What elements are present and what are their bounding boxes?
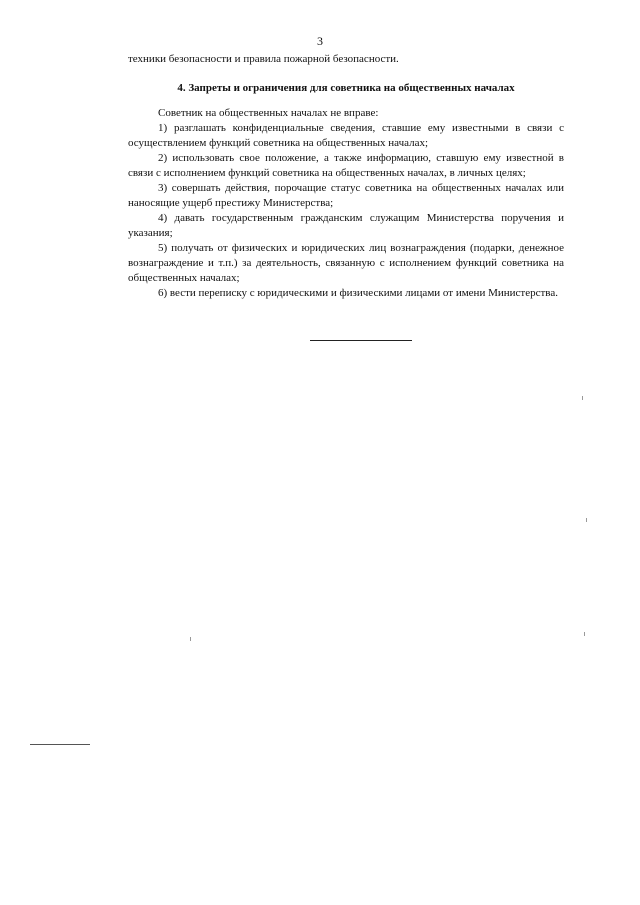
- scan-speck: [582, 396, 583, 400]
- paragraph-intro: Советник на общественных началах не вправе:: [158, 107, 379, 119]
- paragraph-item-1: 1) разглашать конфиденциальные сведения, ставшие ему известными в связи с осуществлением функций советника на общественных началах;: [128, 122, 564, 149]
- paragraph-item-5: 5) получать от физических и юридических лиц вознаграждения (подарки, денежное вознаграждение и т.п.) за деятельность, связанную с исполнением функций советника на общественных началах;: [128, 242, 564, 284]
- paragraph-item-3: 3) совершать действия, порочащие статус советника на общественных началах или наносящие ущерб престижу Министерства;: [128, 182, 564, 209]
- paragraph-item-6: 6) вести переписку с юридическими и физическими лицами от имени Министерства.: [158, 287, 558, 299]
- scan-speck: [586, 518, 587, 522]
- margin-scan-mark: [30, 744, 90, 745]
- document-body: [128, 52, 564, 301]
- continuation-text: техники безопасности и правила пожарной безопасности.: [128, 53, 399, 65]
- section-heading: 4. Запреты и ограничения для советника на общественных началах: [177, 82, 515, 94]
- page-number: 3: [317, 34, 323, 48]
- scan-speck: [584, 632, 585, 636]
- paragraph-item-4: 4) давать государственным гражданским служащим Министерства поручения и указания;: [128, 212, 564, 239]
- paragraph-item-2: 2) использовать свое положение, а также информацию, ставшую ему известной в связи с исполнением функций советника на общественных началах, в личных целях;: [128, 152, 564, 179]
- scan-speck: [190, 637, 191, 641]
- end-separator-line: [310, 340, 412, 341]
